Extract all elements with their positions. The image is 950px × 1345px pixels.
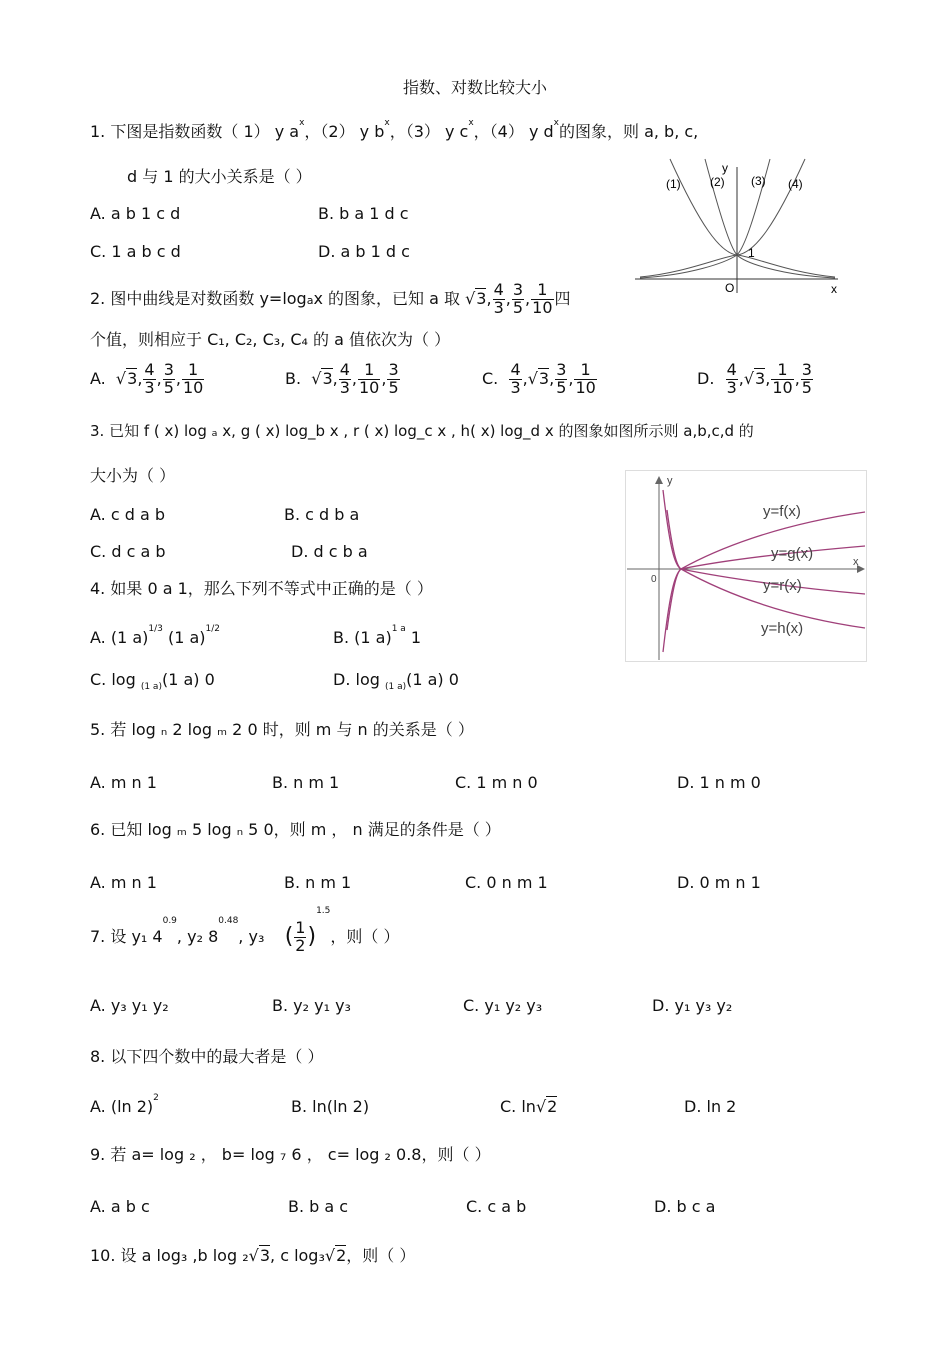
y-label: y <box>722 161 728 175</box>
page-title: 指数、对数比较大小 <box>402 78 547 97</box>
q5-option-a[interactable]: A. m n 1 <box>90 773 157 792</box>
q7-option-d[interactable]: D. y₁ y₃ y₂ <box>652 996 733 1015</box>
q2-option-c[interactable]: C. $\frac{4}{3}$ ,√3, $\frac{3}{5}$ , $\frac{1}{10}$ <box>482 360 596 397</box>
q2-option-d[interactable]: D. $\frac{4}{3}$ ,√3, $\frac{1}{10}$ , $\frac{3}{5}$ <box>697 360 812 397</box>
q5-option-b[interactable]: B. n m 1 <box>272 773 340 792</box>
q8-option-a[interactable]: A. (ln 2)$^2$ <box>90 1093 159 1116</box>
origin-label: 0 <box>651 574 657 585</box>
origin-label: O <box>725 281 735 295</box>
q1-stem-line2: d 与 1 的大小关系是（ ） <box>127 167 312 186</box>
x-label: x <box>853 556 859 568</box>
q1-option-c[interactable]: C. 1 a b c d <box>90 242 181 261</box>
q7-option-b[interactable]: B. y₂ y₁ y₃ <box>272 996 351 1015</box>
q9-option-a[interactable]: A. a b c <box>90 1197 150 1216</box>
q9-option-d[interactable]: D. b c a <box>654 1197 716 1216</box>
one-label: 1 <box>748 246 755 260</box>
q3-option-d[interactable]: D. d c b a <box>291 542 368 561</box>
q5-option-c[interactable]: C. 1 m n 0 <box>455 773 538 792</box>
q5-option-d[interactable]: D. 1 n m 0 <box>677 773 761 792</box>
q6-option-d[interactable]: D. 0 m n 1 <box>677 873 761 892</box>
q1-option-b[interactable]: B. b a 1 d c <box>318 204 409 223</box>
q1-option-d[interactable]: D. a b 1 d c <box>318 242 410 261</box>
q3-option-a[interactable]: A. c d a b <box>90 505 166 524</box>
q6-option-c[interactable]: C. 0 n m 1 <box>465 873 548 892</box>
q8-stem: 8. 以下四个数中的最大者是（ ） <box>90 1047 324 1066</box>
q4-option-b[interactable]: B. (1 a)$^{1 a}$ 1 <box>333 624 422 647</box>
q7-stem: 7. 设 y₁ $4^{0.9}$, y₂ $8^{0.48}$, y₃ ( $\frac{1}{2}$ )$^{1.5}$，则（ ） <box>90 906 400 955</box>
label-4: (4) <box>788 177 803 191</box>
q3-log-graph <box>625 470 867 662</box>
q5-stem: 5. 若 log ₙ 2 log ₘ 2 0 时，则 m 与 n 的关系是（ ） <box>90 720 474 739</box>
q6-option-b[interactable]: B. n m 1 <box>284 873 352 892</box>
q6-stem: 6. 已知 log ₘ 5 log ₙ 5 0，则 m ， n 满足的条件是（ ） <box>90 820 501 839</box>
q3-option-b[interactable]: B. c d b a <box>284 505 360 524</box>
q1-exponential-graph <box>630 155 845 295</box>
q10-stem: 10. 设 a log₃ ,b log ₂√3, c log₃√2，则（ ） <box>90 1246 416 1265</box>
q3-stem: 3. 已知 f ( x) log ₐ x, g ( x) log_b x , r ( x) log_c x , h( x) log_d x 的图象如图所示则 a,b,c,d 的 <box>90 422 754 440</box>
q1-option-a[interactable]: A. a b 1 c d <box>90 204 181 223</box>
q4-option-d[interactable]: D. log (1 a)(1 a) 0 <box>333 670 459 692</box>
q7-option-c[interactable]: C. y₁ y₂ y₃ <box>463 996 543 1015</box>
q8-option-d[interactable]: D. ln 2 <box>684 1097 737 1116</box>
q2-stem-line2: 个值，则相应于 C₁, C₂, C₃, C₄ 的 a 值依次为（ ） <box>90 330 451 349</box>
label-2: (2) <box>710 175 725 189</box>
q6-option-a[interactable]: A. m n 1 <box>90 873 157 892</box>
label-g: y=g(x) <box>771 545 814 562</box>
q2-option-b[interactable]: B. √3, $\frac{4}{3}$ , $\frac{1}{10}$ , $\frac{3}{5}$ <box>285 360 399 397</box>
x-label: x <box>831 282 837 295</box>
q2-option-a[interactable]: A. √3, $\frac{4}{3}$ , $\frac{3}{5}$ , $\frac{1}{10}$ <box>90 360 204 397</box>
q4-stem: 4. 如果 0 a 1，那么下列不等式中正确的是（ ） <box>90 579 433 598</box>
q4-option-a[interactable]: A. (1 a)$^{1/3}$ (1 a)$^{1/2}$ <box>90 624 220 647</box>
q3-stem-line2: 大小为（ ） <box>90 466 176 485</box>
label-f: y=f(x) <box>763 503 801 520</box>
q9-stem: 9. 若 a= log ₂ ， b= log ₇ 6 ， c= log ₂ 0.8，则（ ） <box>90 1145 491 1164</box>
label-h: y=h(x) <box>761 620 804 637</box>
q4-option-c[interactable]: C. log (1 a)(1 a) 0 <box>90 670 215 692</box>
q1-stem: 1. 下图是指数函数（ 1） y $a^x$，（2） y $b^x$，（3） y $c^x$，（4） y $d^x$的图象，则 a, b, c, <box>90 118 699 141</box>
q7-option-a[interactable]: A. y₃ y₁ y₂ <box>90 996 169 1015</box>
q3-option-c[interactable]: C. d c a b <box>90 542 166 561</box>
graph-frame <box>626 471 867 662</box>
q2-stem: 2. 图中曲线是对数函数 y=logax 的图象，已知 a 取 √3, $\frac{4}{3}$ , $\frac{3}{5}$ , $\frac{1}{10}$ 四 <box>90 280 571 317</box>
y-label: y <box>667 475 673 487</box>
q9-option-c[interactable]: C. c a b <box>466 1197 527 1216</box>
label-r: y=r(x) <box>763 577 802 594</box>
q8-option-c[interactable]: C. ln√2 <box>500 1097 558 1116</box>
q8-option-b[interactable]: B. ln(ln 2) <box>291 1097 370 1116</box>
label-1: (1) <box>666 177 681 191</box>
label-3: (3) <box>751 174 766 188</box>
q9-option-b[interactable]: B. b a c <box>288 1197 349 1216</box>
